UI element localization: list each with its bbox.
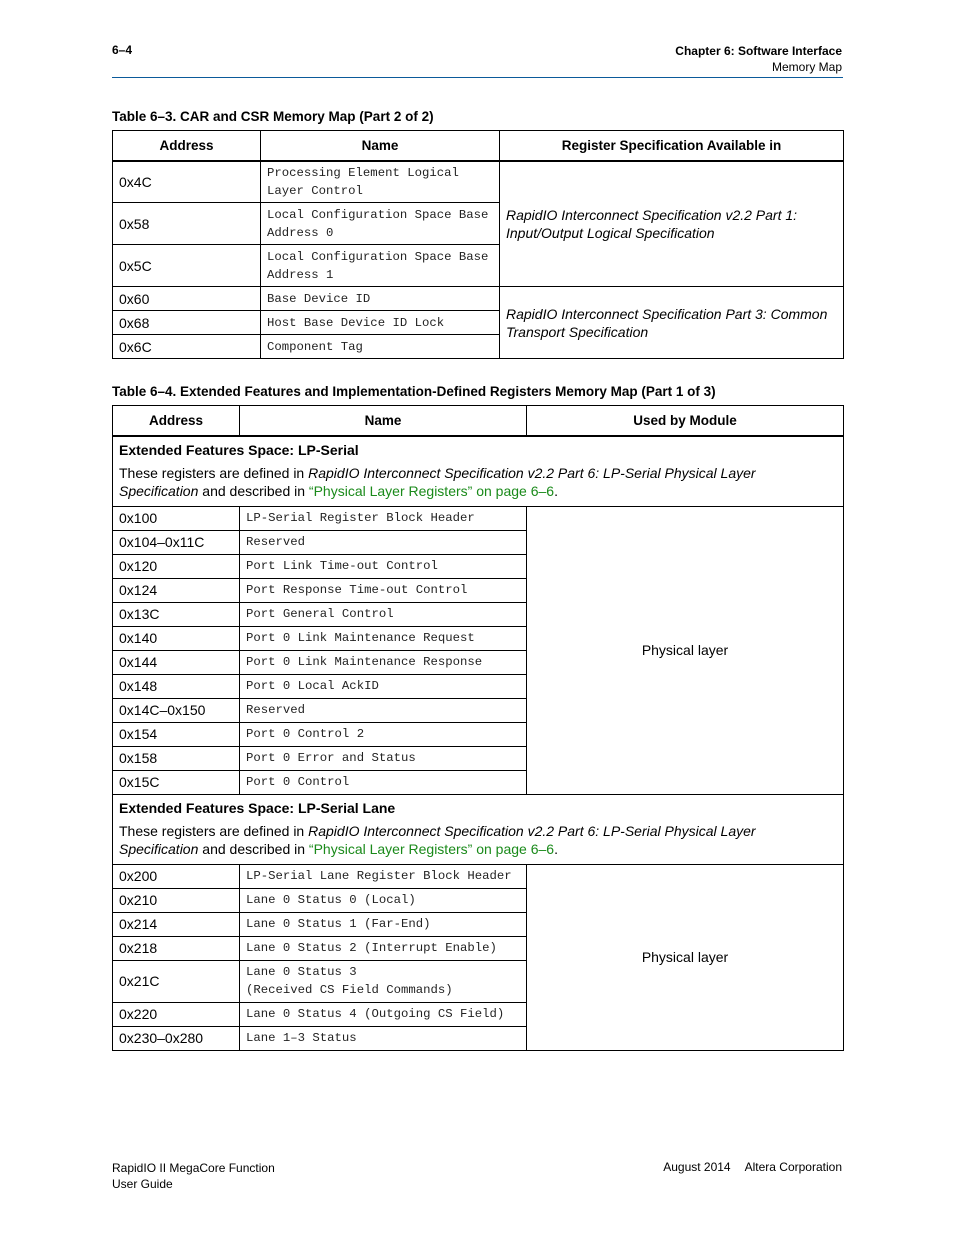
cell-name: Port General Control [240,602,527,626]
cell-address: 0x220 [113,1002,240,1026]
cell-address: 0x230–0x280 [113,1026,240,1050]
cell-address: 0x148 [113,674,240,698]
cell-name: Port 0 Link Maintenance Response [240,650,527,674]
cell-address: 0x218 [113,936,240,960]
cell-address: 0x124 [113,578,240,602]
cell-name: Reserved [240,698,527,722]
cell-address: 0x120 [113,554,240,578]
table4-header-name: Name [240,406,527,436]
cell-address: 0x13C [113,602,240,626]
section-row [113,794,844,864]
cell-name: Lane 0 Status 1 (Far-End) [240,912,527,936]
cell-name: Host Base Device ID Lock [261,311,500,335]
section-desc: These registers are defined in RapidIO Interconnect Specification v2.2 Part 6: LP-Serial Physical Layer Specification and described in “Physical Layer Registers” on page 6–6. [119,822,756,857]
cell-name: Component Tag [261,335,500,359]
cell-name: Port 0 Error and Status [240,746,527,770]
table3-header-name: Name [261,131,500,161]
table4 [112,405,844,1051]
section-cell [113,436,844,507]
table3 [112,130,844,359]
cell-address: 0x214 [113,912,240,936]
cell-address: 0x104–0x11C [113,530,240,554]
cell-name: Port 0 Link Maintenance Request [240,626,527,650]
cell-name: Port Response Time-out Control [240,578,527,602]
cell-name: Port 0 Local AckID [240,674,527,698]
section-title: Extended Features Space: LP-Serial [119,441,359,458]
footer-left [112,1160,275,1192]
cell-name: Port 0 Control [240,770,527,794]
table4-header-module: Used by Module [527,406,844,436]
table-row [113,287,844,311]
cell-address: 0x15C [113,770,240,794]
running-header [675,43,842,75]
cell-address: 0x210 [113,888,240,912]
cell-name: Reserved [240,530,527,554]
page-number: 6–4 [112,43,133,57]
spec-reference: RapidIO Interconnect Specification v2.2 Part 6: LP-Serial Physical Layer Specification [119,464,756,499]
table-row [113,864,844,888]
table4-caption: Table 6–4. Extended Features and Implementation-Defined Registers Memory Map (Part 1 of 3) [112,384,716,399]
footer-product: RapidIO II MegaCore Function [112,1161,275,1175]
cell-address: 0x58 [113,203,261,245]
section-row [113,436,844,507]
cell-address: 0x158 [113,746,240,770]
cross-reference-link[interactable]: “Physical Layer Registers” on page 6–6 [308,840,555,857]
section-cell [113,794,844,864]
table3-header-spec: Register Specification Available in [500,131,844,161]
cell-address: 0x60 [113,287,261,311]
cell-name: Local Configuration Space Base Address 1 [261,245,500,287]
section-title: Memory Map [771,60,842,74]
table3-caption: Table 6–3. CAR and CSR Memory Map (Part 2 of 2) [112,109,434,124]
footer-company: Altera Corporation [744,1160,842,1174]
table3-header-address: Address [113,131,261,161]
footer-right [663,1160,842,1174]
spec-reference: RapidIO Interconnect Specification v2.2 Part 6: LP-Serial Physical Layer Specification [119,822,756,857]
cell-name: Processing Element Logical Layer Control [261,161,500,203]
cell-name: Lane 0 Status 3 (Received CS Field Commands) [240,960,527,1002]
cell-name: Lane 0 Status 4 (Outgoing CS Field) [240,1002,527,1026]
cell-address: 0x140 [113,626,240,650]
cell-name: Port Link Time-out Control [240,554,527,578]
cell-address: 0x68 [113,311,261,335]
cell-address: 0x144 [113,650,240,674]
cell-address: 0x4C [113,161,261,203]
cell-name: Base Device ID [261,287,500,311]
table4-header-address: Address [113,406,240,436]
cell-name: LP-Serial Register Block Header [240,506,527,530]
cell-spec: RapidIO Interconnect Specification Part 3: Common Transport Specification [500,287,844,359]
header-rule [112,77,843,78]
footer-date: August 2014 [663,1160,731,1174]
cell-address: 0x154 [113,722,240,746]
cell-name: Local Configuration Space Base Address 0 [261,203,500,245]
cell-name: Lane 0 Status 0 (Local) [240,888,527,912]
cell-name: LP-Serial Lane Register Block Header [240,864,527,888]
cell-address: 0x5C [113,245,261,287]
footer-doc: User Guide [112,1177,173,1191]
section-title: Extended Features Space: LP-Serial Lane [119,799,396,816]
cell-module: Physical layer [527,864,844,1050]
table-row [113,161,844,203]
cell-name: Port 0 Control 2 [240,722,527,746]
cell-address: 0x21C [113,960,240,1002]
cell-address: 0x14C–0x150 [113,698,240,722]
chapter-title: Chapter 6: Software Interface [675,44,842,58]
cell-address: 0x6C [113,335,261,359]
cell-spec: RapidIO Interconnect Specification v2.2 Part 1: Input/Output Logical Specification [500,161,844,287]
cell-name: Lane 1–3 Status [240,1026,527,1050]
cross-reference-link[interactable]: “Physical Layer Registers” on page 6–6 [308,482,555,499]
section-desc: These registers are defined in RapidIO Interconnect Specification v2.2 Part 6: LP-Serial Physical Layer Specification and described in “Physical Layer Registers” on page 6–6. [119,464,756,499]
cell-address: 0x200 [113,864,240,888]
cell-name: Lane 0 Status 2 (Interrupt Enable) [240,936,527,960]
cell-module: Physical layer [527,506,844,794]
table-row [113,506,844,530]
cell-address: 0x100 [113,506,240,530]
